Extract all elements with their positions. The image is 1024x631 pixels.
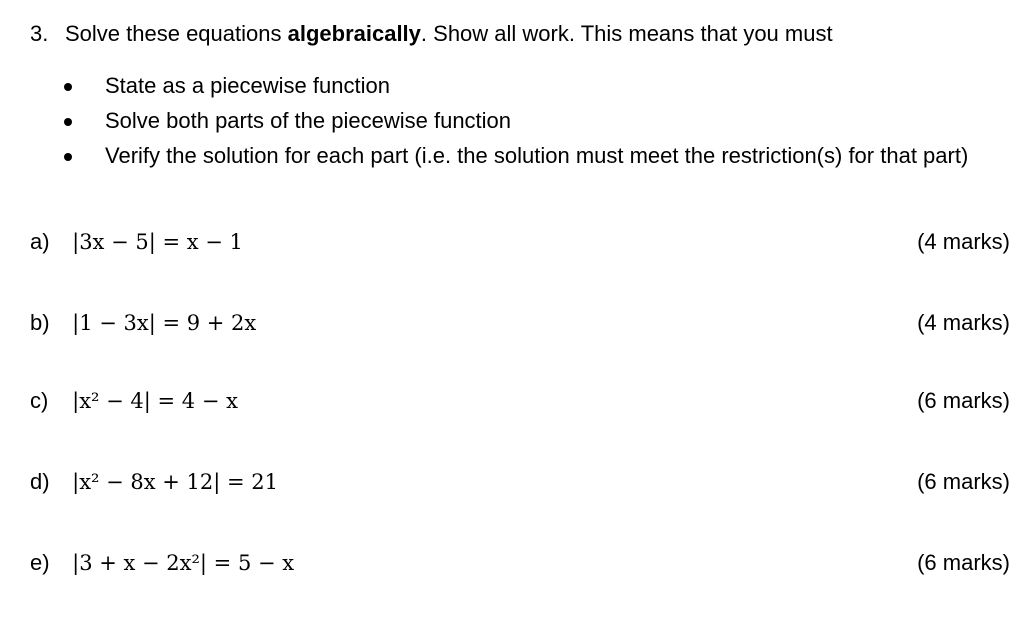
problem-label: d) [30,469,50,494]
bullet-icon [64,153,72,161]
requirement-text: Solve both parts of the piecewise function [105,108,512,133]
requirement-text: State as a piecewise function [105,73,390,98]
requirement-item [64,105,1004,137]
requirement-item [64,140,1004,172]
problem-marks: (6 marks) [917,550,1010,575]
intro-text-start: Solve these equations [65,21,288,46]
problem-d [30,467,1010,497]
problem-marks: (6 marks) [917,469,1010,494]
problem-label: e) [30,550,50,575]
problem-equation: |1 − 3x| = 9 + 2x [72,311,257,335]
problem-equation: |x² − 4| = 4 − x [72,389,238,413]
problem-marks: (4 marks) [917,310,1010,335]
problem-b [30,308,1010,338]
problem-marks: (6 marks) [917,388,1010,413]
intro-text-end: . Show all work. This means that you must [420,21,833,46]
problem-label: c) [30,388,49,413]
problem-e [30,548,1010,578]
requirements-list [64,70,1004,175]
problem-label: b) [30,310,50,335]
problem-label: a) [30,229,50,254]
requirement-item [64,70,1004,102]
problem-marks: (4 marks) [917,229,1010,254]
requirement-text: Verify the solution for each part (i.e. the solution must meet the restriction(s) for that part) [105,143,969,168]
question-instructions [30,21,833,47]
problem-equation: |3x − 5| = x − 1 [72,230,243,254]
problem-equation: |x² − 8x + 12| = 21 [72,470,279,494]
bullet-icon [64,118,72,126]
intro-text-bold: algebraically [287,21,421,46]
problem-equation: |3 + x − 2x²| = 5 − x [72,551,295,575]
question-number: 3. [30,21,49,46]
problem-c [30,386,1010,416]
problem-a [30,227,1010,257]
bullet-icon [64,83,72,91]
